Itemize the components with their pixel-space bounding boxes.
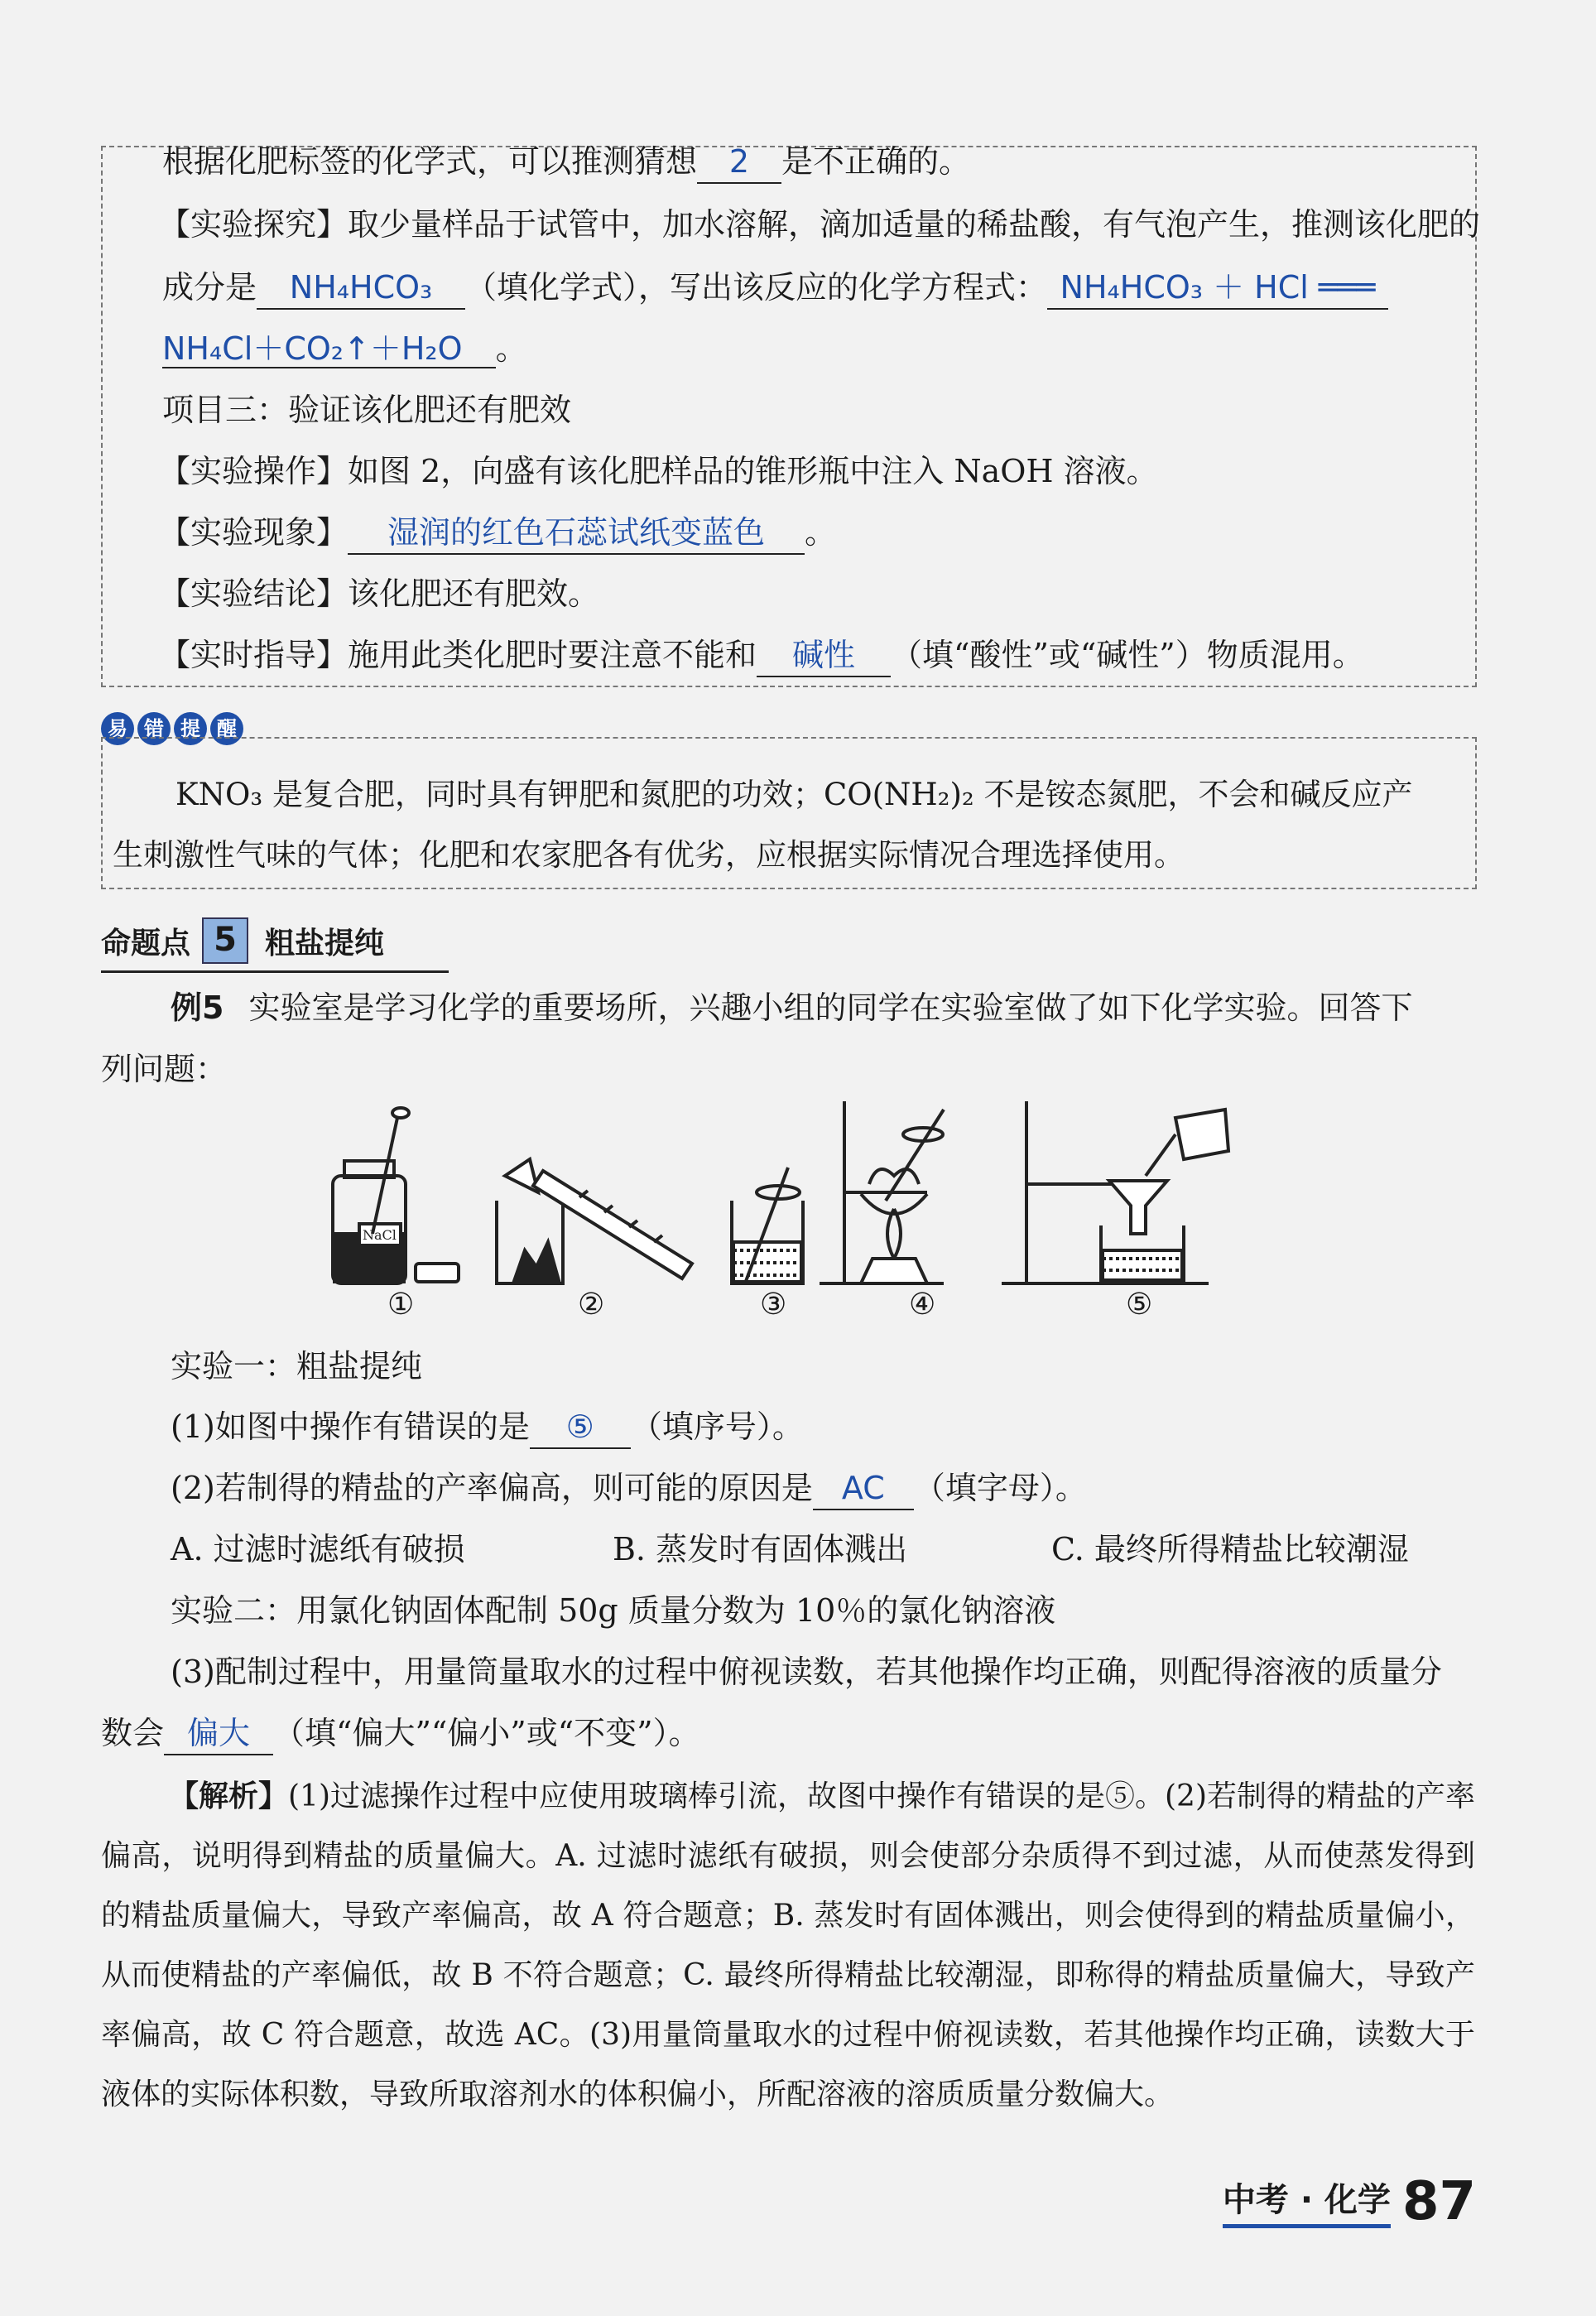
question-3-line-2: 数会 偏大 （填“偏大”“偏小”或“不变”）。	[101, 1712, 700, 1755]
page-number: 87	[1401, 2171, 1476, 2232]
tip-badge-char: 醒	[210, 712, 243, 745]
analysis-text: (1)过滤操作过程中应使用玻璃棒引流，故图中操作有错误的是⑤。(2)若制得的精盐的产率偏高，说明得到精盐的质量偏大。A. 过滤时滤纸有破损，则会使部分杂质得不到过滤，从而使蒸发得到的精盐质量偏大，导致产率偏高，故 A 符合题意；B. 蒸发时有固体溅出，则会使得到的精盐质量偏小，从而使精盐的产率偏低，故 B 不符合题意；C. 最终所得精盐比较潮湿，即称得的精盐质量偏大，导致产率偏高，故 C 符合题意，故选 AC。(3)用量筒量取水的过程中俯视读数，若其他操作均正确，读数大于液体的实际体积数，导致所取溶剂水的体积偏小，所配溶液的溶质质量分数偏大。	[101, 1779, 1476, 2111]
figure-label-5: ⑤	[1126, 1288, 1153, 1322]
top-line-8: 【实验结论】该化肥还有肥效。	[159, 575, 600, 612]
experiment-1-heading: 实验一：粗盐提纯	[171, 1348, 423, 1384]
page-footer	[1222, 2171, 1476, 2232]
top-line-7: 【实验现象】 湿润的红色石蕊试纸变蓝色 。	[159, 512, 836, 555]
section-title: 粗盐提纯	[265, 926, 385, 961]
top-line-5: 项目三：验证该化肥还有肥效	[162, 392, 572, 428]
top-line-3: 成分是 NH₄HCO₃ （填化学式），写出该反应的化学方程式： NH₄HCO₃ ＋ HCl ═══	[162, 267, 1388, 310]
option-a: A. 过滤时滤纸有破损	[171, 1531, 465, 1567]
footer-subject: 中考 · 化学	[1223, 2174, 1391, 2228]
tip-line-1: KNO₃ 是复合肥，同时具有钾肥和氮肥的功效；CO(NH₂)₂ 不是铵态氮肥，不会和碱反应产	[175, 777, 1413, 812]
top-line-6: 【实验操作】如图 2，向盛有该化肥样品的锥形瓶中注入 NaOH 溶液。	[159, 453, 1158, 489]
example-line-2: 列问题：	[101, 1051, 228, 1087]
stirring-beaker-icon	[732, 1168, 803, 1283]
example-line-1: 例5 实验室是学习化学的重要场所，兴趣小组的同学在实验室做了如下化学实验。回答下	[171, 989, 1413, 1026]
section-number: 5	[202, 917, 248, 964]
analysis-label: 【解析】	[169, 1779, 289, 1813]
top-line-4: NH₄Cl＋CO₂↑＋H₂O 。	[162, 330, 527, 367]
evaporation-icon	[820, 1101, 944, 1283]
section-prefix: 命题点	[101, 926, 191, 961]
answer-blank-equation-1: NH₄HCO₃ ＋ HCl ═══	[1047, 267, 1388, 310]
answer-blank-q3: 偏大	[164, 1712, 273, 1755]
answer-blank-q2: AC	[813, 1467, 914, 1510]
figure-label-2: ②	[578, 1288, 605, 1322]
top-line-9: 【实时指导】施用此类化肥时要注意不能和 碱性 （填“酸性”或“碱性”）物质混用。	[159, 634, 1364, 677]
top-line-2: 【实验探究】取少量样品于试管中，加水溶解，滴加适量的稀盐酸，有气泡产生，推测该化肥的	[159, 206, 1481, 243]
tip-badge-char: 提	[174, 712, 207, 745]
svg-text:NaCl: NaCl	[363, 1227, 397, 1243]
example-label: 例5	[171, 989, 224, 1026]
analysis-paragraph	[101, 1767, 1475, 2125]
pour-solid-icon	[497, 1159, 692, 1283]
tip-badge-char: 错	[137, 712, 171, 745]
answer-blank-equation-2: NH₄Cl＋CO₂↑＋H₂O	[162, 330, 496, 368]
top-line-1: 根据化肥标签的化学式，可以推测猜想 2 是不正确的。	[162, 141, 970, 184]
reagent-bottle-icon	[333, 1108, 459, 1283]
answer-blank-q1: ⑤	[530, 1406, 631, 1449]
filtration-icon	[1002, 1101, 1228, 1283]
section-underline	[101, 970, 449, 973]
answer-blank-formula: NH₄HCO₃	[257, 267, 465, 310]
answer-blank-guess: 2	[697, 141, 781, 184]
tip-line-2: 生刺激性气味的气体；化肥和农家肥各有优劣，应根据实际情况合理选择使用。	[113, 837, 1185, 873]
experiment-2-heading: 实验二：用氯化钠固体配制 50g 质量分数为 10％的氯化钠溶液	[171, 1592, 1056, 1629]
question-2: (2)若制得的精盐的产率偏高，则可能的原因是 AC （填字母）。	[171, 1467, 1087, 1510]
figure-label-3: ③	[760, 1288, 787, 1322]
option-b: B. 蒸发时有固体溅出	[613, 1531, 908, 1567]
answer-blank-phenomenon: 湿润的红色石蕊试纸变蓝色	[348, 512, 805, 555]
figure-label-4: ④	[909, 1288, 936, 1322]
figure-label-1: ①	[387, 1288, 415, 1322]
question-3-line-1: (3)配制过程中，用量筒量取水的过程中俯视读数，若其他操作均正确，则配得溶液的质量分	[171, 1654, 1442, 1690]
tip-badge-char: 易	[101, 712, 134, 745]
answer-blank-alkaline: 碱性	[757, 634, 891, 677]
section-heading	[101, 917, 384, 964]
question-1: (1)如图中操作有错误的是 ⑤ （填序号）。	[171, 1406, 804, 1449]
option-c: C. 最终所得精盐比较潮湿	[1051, 1531, 1409, 1567]
